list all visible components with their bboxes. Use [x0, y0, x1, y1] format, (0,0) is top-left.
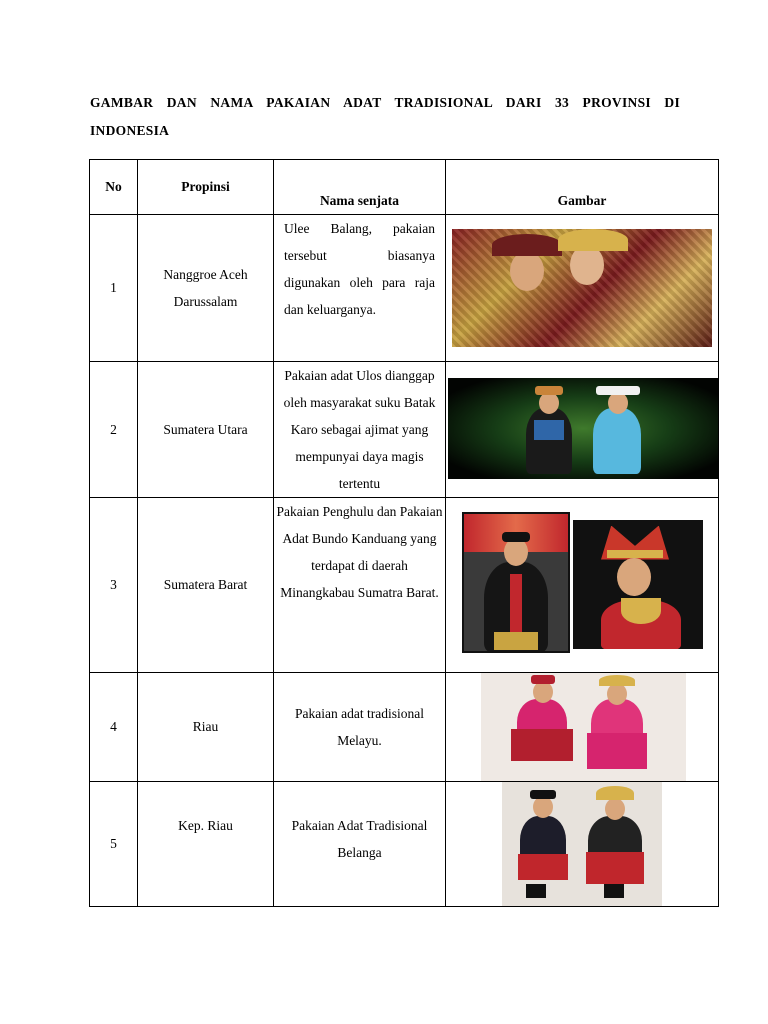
table-spacer-row	[90, 160, 719, 187]
header-no: No	[90, 160, 138, 215]
riau-costume-photo	[481, 673, 686, 781]
kepriau-costume-photo	[502, 782, 662, 906]
row-image-cell	[446, 214, 719, 361]
row-number: 4	[90, 672, 138, 781]
row-image-cell	[446, 497, 719, 672]
table-row	[90, 214, 719, 361]
row-description: Pakaian adat tradisional Melayu.	[274, 672, 446, 781]
row-description: Pakaian Adat Tradisional Belanga	[274, 781, 446, 906]
row-description: Pakaian Penghulu dan Pakaian Adat Bundo Kanduang yang terdapat di daerah Minangkabau Sumatra Barat.	[274, 497, 446, 672]
row-province: Sumatera Barat	[138, 497, 274, 672]
row-description: Pakaian adat Ulos dianggap oleh masyarakat suku Batak Karo sebagai ajimat yang mempunyai daya magis tertentu	[274, 361, 446, 497]
row-image-cell	[446, 672, 719, 781]
row-number: 5	[90, 781, 138, 906]
minangkabau-bundo-kanduang-photo	[573, 520, 703, 649]
header-spacer	[446, 160, 719, 187]
row-province: Kep. Riau	[138, 781, 274, 906]
row-province: Riau	[138, 672, 274, 781]
table-row	[90, 781, 719, 906]
header-image: Gambar	[446, 187, 719, 215]
page-title: GAMBAR DAN NAMA PAKAIAN ADAT TRADISIONAL DARI 33 PROVINSI DI INDONESIA	[90, 95, 680, 138]
row-number: 3	[90, 497, 138, 672]
table-row	[90, 672, 719, 781]
header-spacer	[274, 160, 446, 187]
row-image-cell	[446, 361, 719, 497]
table-row	[90, 361, 719, 497]
row-number: 1	[90, 214, 138, 361]
table-row	[90, 497, 719, 672]
aceh-costume-photo	[452, 229, 712, 347]
header-province: Propinsi	[138, 160, 274, 215]
row-image-cell	[446, 781, 719, 906]
costume-table	[89, 159, 719, 907]
row-province: Nanggroe Aceh Darussalam	[138, 214, 274, 361]
row-province: Sumatera Utara	[138, 361, 274, 497]
batak-costume-photo	[448, 378, 718, 479]
row-number: 2	[90, 361, 138, 497]
row-description: Ulee Balang, pakaian tersebut biasanya digunakan oleh para raja dan keluarganya.	[274, 214, 446, 361]
minangkabau-penghulu-photo	[462, 512, 570, 653]
header-name: Nama senjata	[274, 187, 446, 215]
